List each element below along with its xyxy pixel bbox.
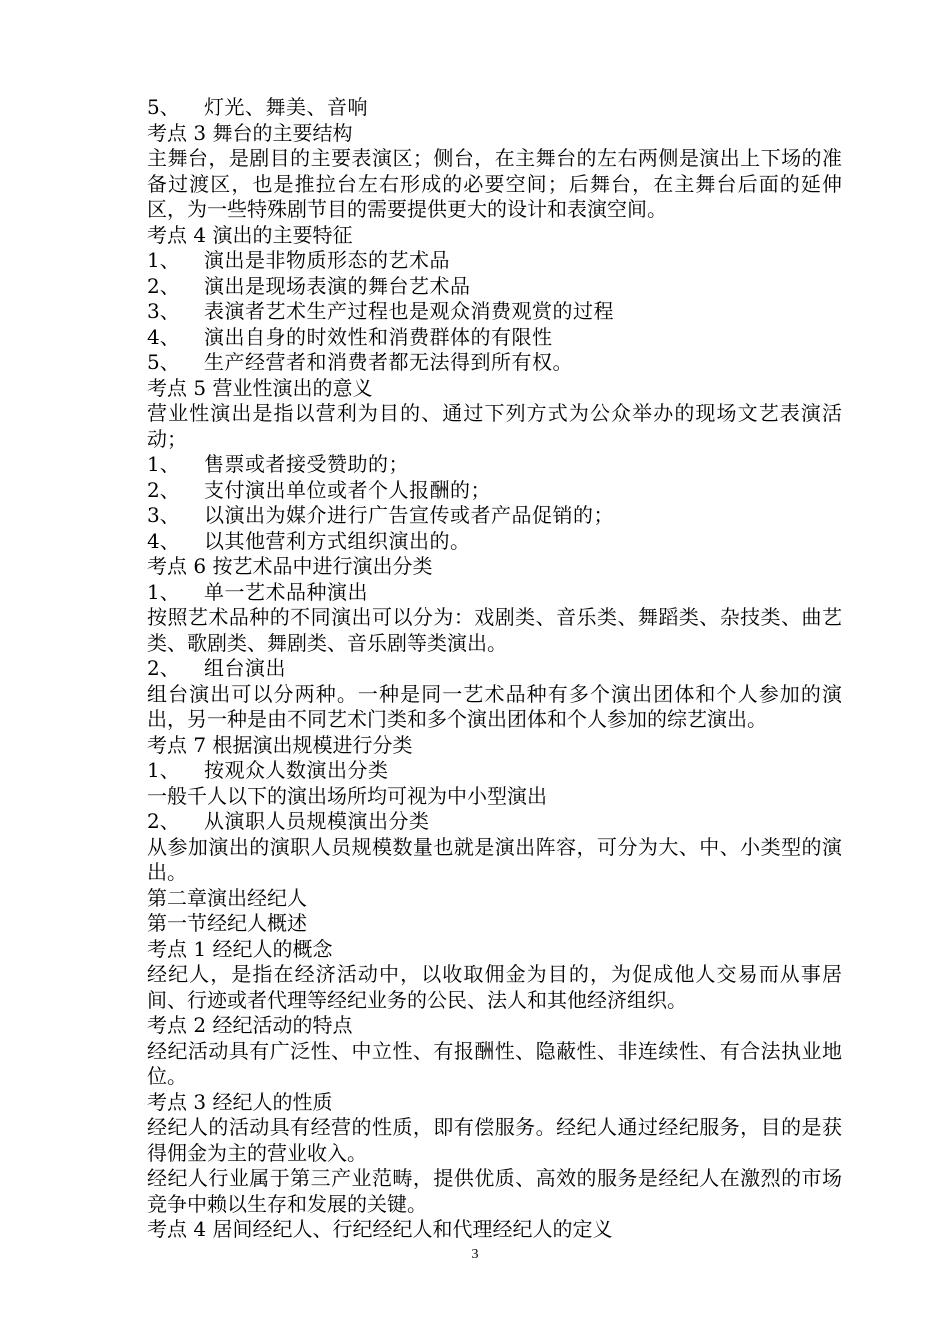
list-item-number: 2、	[147, 656, 180, 680]
list-item-text: 从演职人员规模演出分类	[204, 809, 430, 833]
paragraph: 经纪人行业属于第三产业范畴，提供优质、高效的服务是经纪人在激烈的市场竞争中赖以生存和发展的关键。	[147, 1166, 842, 1216]
list-item-text: 以演出为媒介进行广告宣传或者产品促销的；	[204, 503, 614, 527]
page-number: 3	[471, 1247, 479, 1262]
list-item-text: 按观众人数演出分类	[204, 758, 389, 782]
section-heading: 考点 6 按艺术品中进行演出分类	[147, 554, 433, 578]
list-item-number: 1、	[147, 579, 180, 604]
list-item-number: 5、	[147, 350, 180, 374]
paragraph: 主舞台，是剧目的主要表演区；侧台，在主舞台的左右两侧是演出上下场的准备过渡区，也是推拉台左右形成的必要空间；后舞台，在主舞台后面的延伸区，为一些特殊剧节目的需要提供更大的设计和表演空间。	[147, 146, 842, 221]
list-item	[147, 95, 842, 121]
list-item-text: 演出自身的时效性和消费群体的有限性	[204, 324, 553, 349]
list-item-number: 3、	[147, 503, 180, 527]
page-body	[147, 95, 842, 1243]
list-item-number: 4、	[147, 528, 180, 553]
paragraph: 按照艺术品种的不同演出可以分为：戏剧类、音乐类、舞蹈类、杂技类、曲艺类、歌剧类、舞剧类、音乐剧等类演出。	[147, 605, 842, 655]
list-item	[147, 809, 842, 835]
paragraph: 营业性演出是指以营利为目的、通过下列方式为公众举办的现场文艺表演活动；	[147, 401, 842, 451]
list-item	[147, 452, 842, 478]
list-item-text: 表演者艺术生产过程也是观众消费观赏的过程	[204, 299, 614, 323]
paragraph: 组台演出可以分两种。一种是同一艺术品种有多个演出团体和个人参加的演出，另一种是由不同艺术门类和多个演出团体和个人参加的综艺演出。	[147, 681, 842, 731]
section-heading: 第一节经纪人概述	[147, 911, 307, 935]
list-item-number: 1、	[147, 758, 180, 782]
section-heading: 一般千人以下的演出场所均可视为中小型演出	[147, 783, 547, 808]
list-item-text: 单一艺术品种演出	[204, 579, 368, 604]
section-heading: 考点 3 舞台的主要结构	[147, 120, 353, 145]
list-item	[147, 529, 842, 555]
section-heading: 考点 1 经纪人的概念	[147, 936, 333, 961]
list-item	[147, 248, 842, 274]
paragraph: 从参加演出的演职人员规模数量也就是演出阵容，可分为大、中、小类型的演出。	[147, 834, 842, 884]
list-item-number: 2、	[147, 477, 180, 502]
section-heading: 考点 2 经纪活动的特点	[147, 1013, 353, 1037]
paragraph: 经纪人的活动具有经营的性质，即有偿服务。经纪人通过经纪服务，目的是获得佣金为主的营业收入。	[147, 1115, 842, 1165]
section-heading: 考点 3 经纪人的性质	[147, 1089, 333, 1114]
list-item-number: 1、	[147, 452, 180, 476]
section-heading: 考点 7 根据演出规模进行分类	[147, 732, 413, 757]
list-item	[147, 580, 842, 606]
list-item-number: 2、	[147, 809, 180, 833]
paragraph: 经纪人，是指在经济活动中，以收取佣金为目的，为促成他人交易而从事居间、行迹或者代理等经纪业务的公民、法人和其他经济组织。	[147, 962, 842, 1012]
list-item-text: 以其他营利方式组织演出的。	[204, 528, 471, 553]
section-heading: 考点 4 居间经纪人、行纪经纪人和代理经纪人的定义	[147, 1217, 613, 1241]
list-item	[147, 325, 842, 351]
section-heading: 考点 4 演出的主要特征	[147, 222, 353, 247]
list-item-text: 演出是非物质形态的艺术品	[204, 248, 450, 272]
list-item-number: 2、	[147, 273, 180, 298]
list-item-text: 组台演出	[204, 656, 286, 680]
list-item-number: 3、	[147, 299, 180, 323]
list-item	[147, 350, 842, 376]
paragraph: 经纪活动具有广泛性、中立性、有报酬性、隐蔽性、非连续性、有合法执业地位。	[147, 1038, 842, 1088]
list-item-text: 生产经营者和消费者都无法得到所有权。	[204, 350, 573, 374]
list-item-text: 支付演出单位或者个人报酬的；	[204, 477, 491, 502]
list-item	[147, 656, 842, 682]
section-heading: 考点 5 营业性演出的意义	[147, 375, 373, 400]
list-item	[147, 299, 842, 325]
list-item-text: 售票或者接受赞助的；	[204, 452, 409, 476]
list-item-number: 5、	[147, 95, 180, 119]
list-item	[147, 478, 842, 504]
list-item-number: 4、	[147, 324, 180, 349]
list-item	[147, 758, 842, 784]
section-heading: 第二章演出经纪人	[147, 885, 307, 910]
list-item-number: 1、	[147, 248, 180, 272]
list-item	[147, 503, 842, 529]
list-item-text: 演出是现场表演的舞台艺术品	[204, 273, 471, 298]
list-item	[147, 274, 842, 300]
list-item-text: 灯光、舞美、音响	[204, 95, 368, 119]
